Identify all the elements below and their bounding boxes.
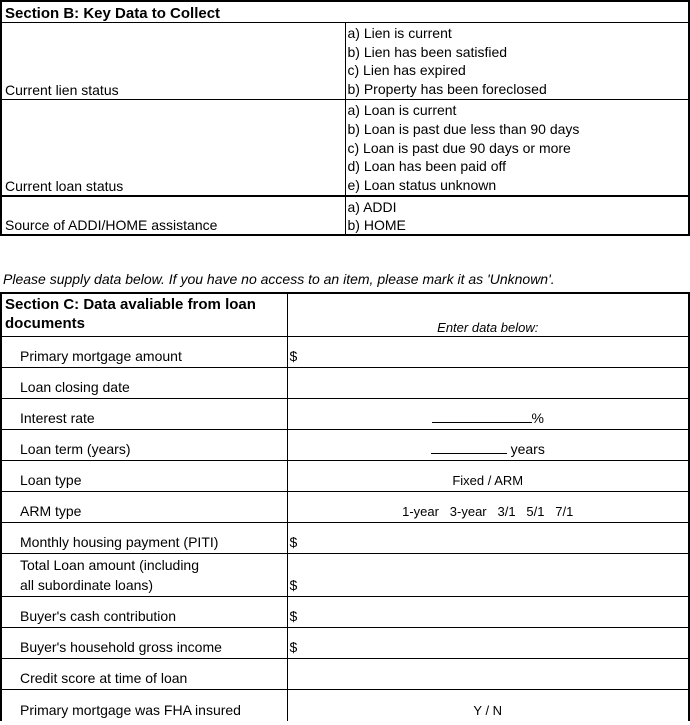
total-loan-amount-label-line: all subordinate loans) xyxy=(20,577,154,593)
loan-type-label: Loan type xyxy=(1,461,287,492)
loan-option: b) Loan is past due less than 90 days xyxy=(347,120,580,137)
section-c-title xyxy=(1,293,287,337)
total-loan-amount-label xyxy=(1,554,287,597)
arm-type-choice[interactable]: 1-year 3-year 3/1 5/1 7/1 xyxy=(287,492,689,523)
section-b-title: Section B: Key Data to Collect xyxy=(1,1,689,23)
fha-insured-label: Primary mortgage was FHA insured xyxy=(1,690,287,721)
lien-option: b) Property has been foreclosed xyxy=(347,81,547,98)
gross-income-label: Buyer's household gross income xyxy=(1,628,287,659)
interest-rate-blank[interactable] xyxy=(432,409,532,423)
lien-status-options xyxy=(345,23,689,100)
interest-rate-field[interactable] xyxy=(287,399,689,430)
section-c-title-line: documents xyxy=(5,315,86,332)
percent-sign: % xyxy=(531,410,544,426)
primary-mortgage-amount-field[interactable]: $ xyxy=(287,337,689,368)
primary-mortgage-amount-label: Primary mortgage amount xyxy=(1,337,287,368)
loan-option: d) Loan has been paid off xyxy=(347,158,507,175)
gross-income-field[interactable]: $ xyxy=(287,628,689,659)
lien-option: b) Lien has been satisfied xyxy=(347,43,508,60)
table-row xyxy=(1,399,689,430)
table-row xyxy=(1,659,689,690)
table-row xyxy=(1,628,689,659)
table-row xyxy=(1,23,689,100)
loan-status-options xyxy=(345,100,689,197)
table-row xyxy=(1,554,689,597)
lien-status-label: Current lien status xyxy=(1,23,345,100)
assistance-option: a) ADDI xyxy=(347,199,397,215)
fha-insured-choice[interactable]: Y / N xyxy=(473,702,503,718)
monthly-payment-field[interactable]: $ xyxy=(287,523,689,554)
table-row xyxy=(1,492,689,523)
table-row xyxy=(1,430,689,461)
credit-score-label: Credit score at time of loan xyxy=(1,659,287,690)
loan-closing-date-field[interactable] xyxy=(287,368,689,399)
loan-option: e) Loan status unknown xyxy=(347,177,497,194)
table-row xyxy=(1,368,689,399)
loan-term-label: Loan term (years) xyxy=(1,430,287,461)
table-row xyxy=(1,337,689,368)
section-b-table xyxy=(0,0,690,236)
loan-type-choice[interactable]: Fixed / ARM xyxy=(287,461,689,492)
table-row xyxy=(1,196,689,235)
assistance-source-label: Source of ADDI/HOME assistance xyxy=(1,196,345,235)
credit-score-field[interactable] xyxy=(287,659,689,690)
lien-option: c) Lien has expired xyxy=(347,62,466,79)
table-row xyxy=(1,523,689,554)
loan-option: a) Loan is current xyxy=(347,102,457,119)
cash-contribution-field[interactable]: $ xyxy=(287,597,689,628)
assistance-source-options xyxy=(345,196,689,235)
cash-contribution-label: Buyer's cash contribution xyxy=(1,597,287,628)
loan-status-label: Current loan status xyxy=(1,100,345,197)
loan-term-blank[interactable] xyxy=(431,440,507,454)
table-row xyxy=(1,597,689,628)
table-row xyxy=(1,100,689,197)
section-c-table xyxy=(0,292,690,721)
interest-rate-label: Interest rate xyxy=(1,399,287,430)
loan-option: c) Loan is past due 90 days or more xyxy=(347,139,571,156)
total-loan-amount-field[interactable]: $ xyxy=(287,554,689,597)
years-unit: years xyxy=(510,441,545,457)
table-row xyxy=(1,461,689,492)
monthly-payment-label: Monthly housing payment (PITI) xyxy=(1,523,287,554)
section-c-title-line: Section C: Data avaliable from loan xyxy=(5,296,256,313)
enter-data-hint: Enter data below: xyxy=(287,293,689,337)
arm-type-label: ARM type xyxy=(1,492,287,523)
instruction-note: Please supply data below. If you have no access to an item, please mark it as 'Unknown'. xyxy=(3,271,555,287)
loan-closing-date-label: Loan closing date xyxy=(1,368,287,399)
assistance-option: b) HOME xyxy=(347,217,406,233)
table-row xyxy=(1,690,689,721)
lien-option: a) Lien is current xyxy=(347,24,452,41)
total-loan-amount-label-line: Total Loan amount (including xyxy=(20,557,200,573)
loan-term-field[interactable] xyxy=(287,430,689,461)
